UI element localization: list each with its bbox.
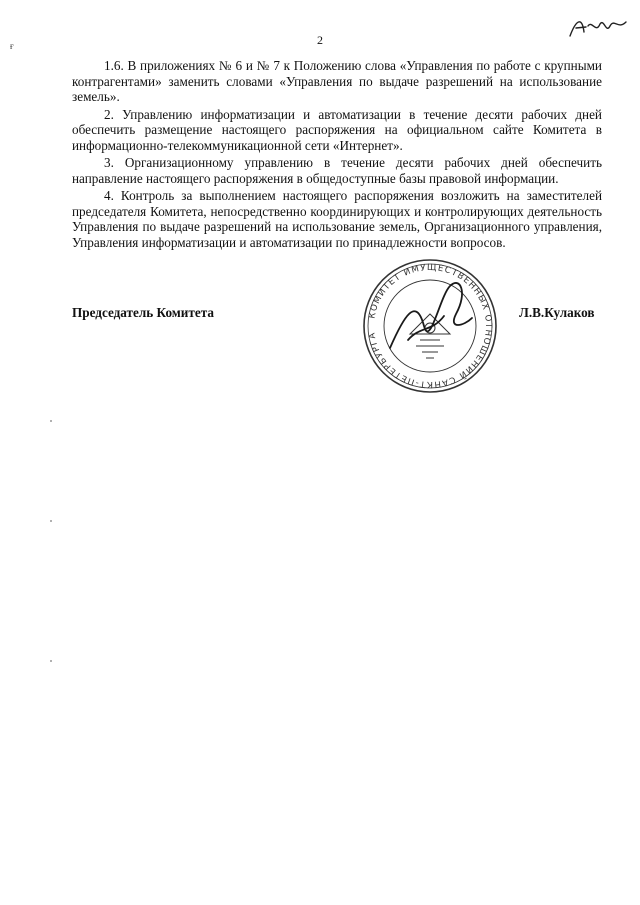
- document-body: [72, 58, 602, 252]
- signer-title: Председатель Комитета: [72, 305, 214, 320]
- handwritten-initials: [566, 12, 630, 42]
- paragraph-2: 2. Управлению информатизации и автоматизации в течение десяти рабочих дней обеспечить размещение настоящего распоряжения на официальном сайте Комитета в информационно-телекоммуникационной сети «Интернет».: [72, 106, 602, 153]
- signer-name: Л.В.Кулаков: [519, 305, 595, 320]
- svg-text:КОМИТЕТ ИМУЩЕСТВЕННЫХ ОТНОШЕНИ: [367, 263, 493, 389]
- seal-emblem: [410, 314, 450, 358]
- paragraph-3: 3. Организационному управлению в течение десяти рабочих дней обеспечить направление настоящего распоряжения в общедоступные базы правовой информации.: [72, 155, 602, 186]
- seal-ring-text: КОМИТЕТ ИМУЩЕСТВЕННЫХ ОТНОШЕНИЙ САНКТ-ПЕТЕРБУРГА: [367, 262, 494, 390]
- paragraph-1-6: 1.6. В приложениях № 6 и № 7 к Положению слова «Управления по работе с крупными контрагентами» заменить словами «Управления по выдаче разрешений на использование земель».: [72, 58, 602, 104]
- scan-speck: [50, 420, 52, 422]
- scan-speck: [50, 660, 52, 662]
- margin-mark: ғ: [10, 41, 14, 51]
- scan-speck: [50, 520, 52, 522]
- official-seal: [360, 256, 500, 396]
- paragraph-4: 4. Контроль за выполнением настоящего распоряжения возложить на заместителей председателя Комитета, непосредственно координирующих и контролирующих деятельность Управления по выдаче разрешений на использование земель, Организационного управления, Управления информатизации и автоматизации по принадлежности вопросов.: [72, 188, 602, 250]
- page-number: 2: [317, 33, 323, 47]
